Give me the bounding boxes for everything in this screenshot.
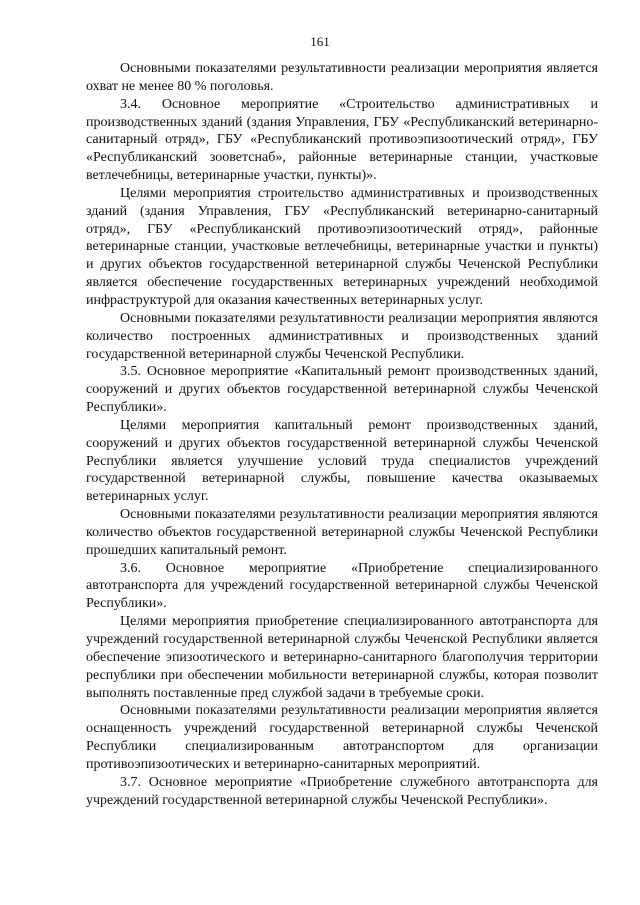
- paragraph-goals-special-transport: Целями мероприятия приобретение специализированного автотранспорта для учреждений государственной ветеринарной службы Чеченской Республики является обеспечение эпизоотического и ветеринарно-санитарного благополучия территории республики при обеспечении мобильности ветеринарной службы, которая позволит выполнять поставленные пред службой задачи в требуемые сроки.: [86, 614, 598, 701]
- paragraph-goals-repair: Целями мероприятия капитальный ремонт производственных зданий, сооружений и других объектов государственной ветеринарной службы Чеченской Республики является улучшение условий труда специалистов учреждений государственной ветеринарной службы, повышение качества оказываемых ветеринарных услуг.: [86, 417, 598, 505]
- document-body: [86, 60, 598, 809]
- paragraph-measure-3-4: 3.4. Основное мероприятие «Строительство административных и производственных зданий (здания Управления, ГБУ «Республиканский ветеринарно-санитарный отряд», ГБУ «Республиканский противоэпизоотический отряд», ГБУ «Республиканский зооветснаб», районные ветеринарные станции, участковые ветлечебницы, ветеринарные участки, пункты)».: [86, 96, 598, 184]
- paragraph-results-repair: Основными показателями результативности реализации мероприятия являются количество объектов государственной ветеринарной службы Чеченской Республики прошедших капитальный ремонт.: [86, 507, 598, 558]
- page-number: 161: [310, 34, 330, 49]
- paragraph-measure-3-6: 3.6. Основное мероприятие «Приобретение специализированного автотранспорта для учреждений государственной ветеринарной службы Чеченской Республики».: [86, 560, 598, 612]
- paragraph-results-special-transport: Основными показателями результативности реализации мероприятия является оснащенность учреждений государственной ветеринарной службы Чеченской Республики специализированным автотранспортом для организации противоэпизоотических и ветеринарно-санитарных мероприятий.: [86, 703, 598, 772]
- paragraph-results-construction: Основными показателями результативности реализации мероприятия являются количество построенных административных и производственных зданий государственной ветеринарной службы Чеченской Республики.: [86, 310, 598, 362]
- paragraph-goals-construction: Целями мероприятия строительство административных и производственных зданий (здания Управления, ГБУ «Республиканский ветеринарно-санитарный отряд», ГБУ «Республиканский противоэпизоотический отряд», районные ветеринарные станции, участковые ветлечебницы, ветеринарные участки и пункты) и других объектов государственной ветеринарной службы Чеченской Республики является обеспечение государственных ветеринарных учреждений необходимой инфраструктурой для оказания качественных ветеринарных услуг.: [86, 185, 598, 308]
- paragraph-measure-3-7: 3.7. Основное мероприятие «Приобретение служебного автотранспорта для учреждений государственной ветеринарной службы Чеченской Республики».: [86, 774, 598, 808]
- paragraph-measure-3-5: 3.5. Основное мероприятие «Капитальный ремонт производственных зданий, сооружений и других объектов государственной ветеринарной службы Чеченской Республики».: [86, 364, 598, 416]
- paragraph-results-coverage: Основными показателями результативности реализации мероприятия является охват не менее 80 % поголовья.: [86, 61, 598, 94]
